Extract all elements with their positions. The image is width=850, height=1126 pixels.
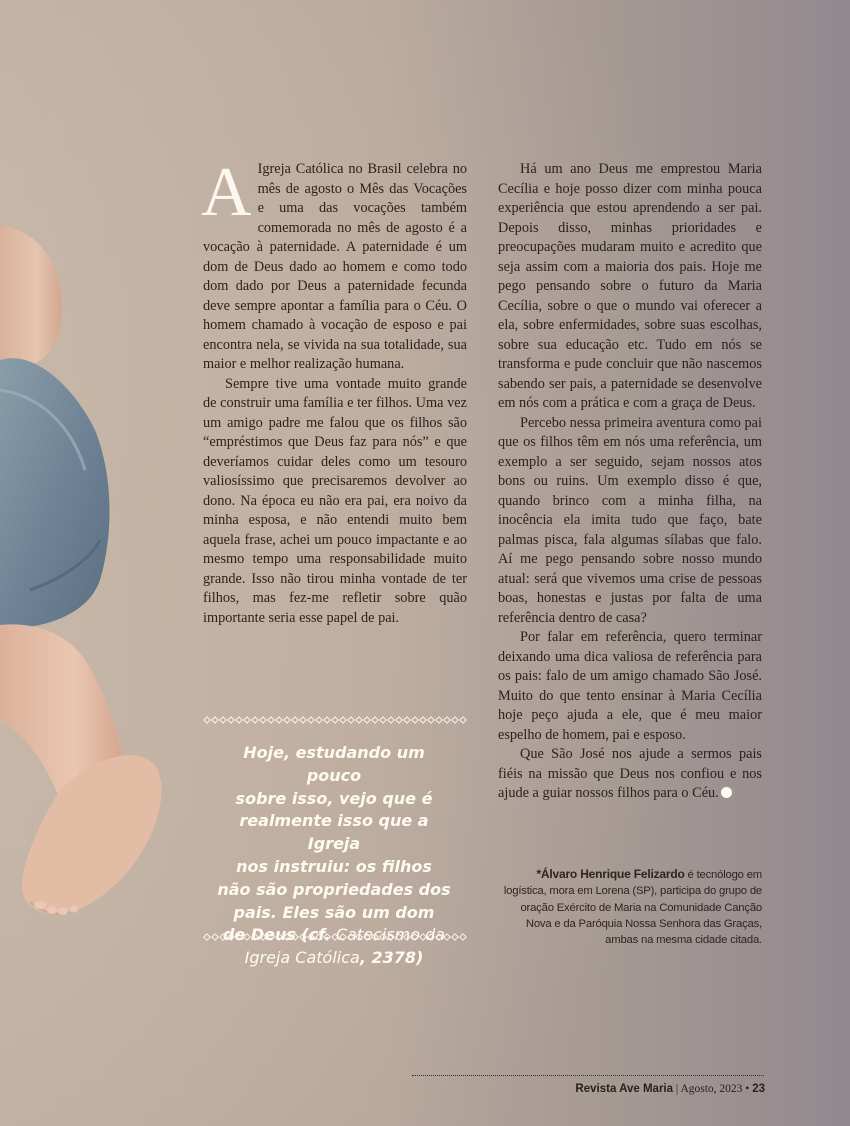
pull-quote-line: sobre isso, vejo que é — [235, 788, 433, 808]
end-mark-icon — [721, 787, 732, 798]
article-paragraph: Percebo nessa primeira aventura como pai que os filhos têm em nós uma referência, um exemplo a ser seguido, sejam nossos atos bons ou ruins. Um exemplo disso é que, quando brinco com a minha filha, na inocência ela imita tudo que faço, bate palmas pisca, fala algumas sílabas que falo. Aí me pego pensando sobre nosso mundo atual: será que vivemos uma crise de pessoas boas, honestas e justas por falta de uma referência dentro de casa? — [498, 414, 762, 626]
page-footer — [575, 1083, 765, 1095]
ornament-divider-top — [203, 716, 467, 724]
footer-bullet: • — [742, 1083, 753, 1095]
drop-cap: A — [201, 154, 252, 231]
article-paragraph: Por falar em referência, quero terminar deixando uma dica valiosa de referência para os pais: falo de um amigo chamado São José. Muito do que tento ensinar à Maria Cecília hoje peço ajuda a ele, que é meu maior espelho de homem, pai e esposo. — [498, 629, 762, 743]
footer-separator: | — [673, 1083, 681, 1095]
page-number: 23 — [752, 1083, 765, 1095]
article-paragraph: Há um ano Deus me emprestou Maria Cecília e hoje posso dizer com minha pouca experiência que estou aprendendo a ser pai. Depois disso, minhas prioridades e preocupações mudaram muito e acredito que seja assim com a maioria dos pais. Hoje me pego pensando sobre o futuro da Maria Cecília, sobre o que o mundo vai oferecer a ela, sobre enfermidades, sobre suas escolhas, sobre sua educação etc. Tudo em nós se transforma e pude concluir que não nascemos sabendo ser pais, a paternidade se desenvolve em nós com a prática e com a graça de Deus. — [498, 161, 762, 411]
author-name: *Álvaro Henrique Felizardo — [536, 867, 685, 881]
paragraph-text: Igreja Católica no Brasil celebra no mês de agosto o Mês das Vocações e uma das vocações também comemorada no mês de agosto é a vocação à paternidade. A paternidade é um dom de Deus dado ao homem e como todo dom dado por Deus a paternidade fecunda deve sempre apontar a família para o Céu. O homem chamado à vocação de esposo e pai encontra nela, se vivida na sua totalidade, sua maior e melhor realização humana. — [203, 161, 467, 372]
paragraph-text: Que São José nos ajude a sermos pais fiéis na missão que Deus nos confiou e nos ajude a guiar nossos filhos para o Céu. — [498, 746, 762, 801]
pull-quote-citation: Igreja Católica — [244, 948, 360, 968]
pull-quote-line: realmente isso que a Igreja — [239, 811, 429, 854]
article-paragraph: Sempre tive uma vontade muito grande de construir uma família e ter filhos. Uma vez um amigo padre me falou que os filhos são “empréstimos que Deus faz para nós” e que deveríamos cuidar deles como um tesouro valiosíssimo que precisaremos devolver ao dono. Na época eu não era pai, era noivo da minha esposa, e não entendi muito bem aquela frase, achei um pouco impactante e ao mesmo tempo uma responsabilidade muito grande. Isso não tirou minha vontade de ter filhos, mas fez-me refletir sobre quão importante seria esse papel de pai. — [203, 375, 467, 626]
pull-quote-line: nos instruiu: os filhos — [236, 856, 432, 876]
pull-quote-line: não são propriedades dos — [217, 879, 451, 899]
author-bio-text: é tecnólogo em logística, mora em Lorena (SP), participa do grupo de oração Exército de Maria na Comunidade Canção Nova e da Paróquia Nossa Senhora das Graças, ambas na mesma cidade citada. — [503, 869, 762, 947]
author-bio — [498, 866, 762, 948]
pull-quote-text: , 2378) — [359, 948, 424, 968]
footer-divider — [412, 1075, 764, 1076]
article-column-right — [498, 160, 762, 804]
pull-quote-line: Hoje, estudando um pouco — [243, 743, 425, 785]
issue-date: Agosto, 2023 — [680, 1083, 743, 1095]
ornament-divider-bottom — [203, 933, 467, 941]
article-column-left — [201, 154, 467, 628]
pull-quote-line: pais. Eles são um dom — [233, 902, 435, 922]
magazine-name: Revista Ave Maria — [575, 1083, 674, 1095]
pull-quote-line — [214, 947, 454, 970]
article-paragraph — [498, 745, 762, 804]
article-paragraph — [201, 154, 467, 375]
